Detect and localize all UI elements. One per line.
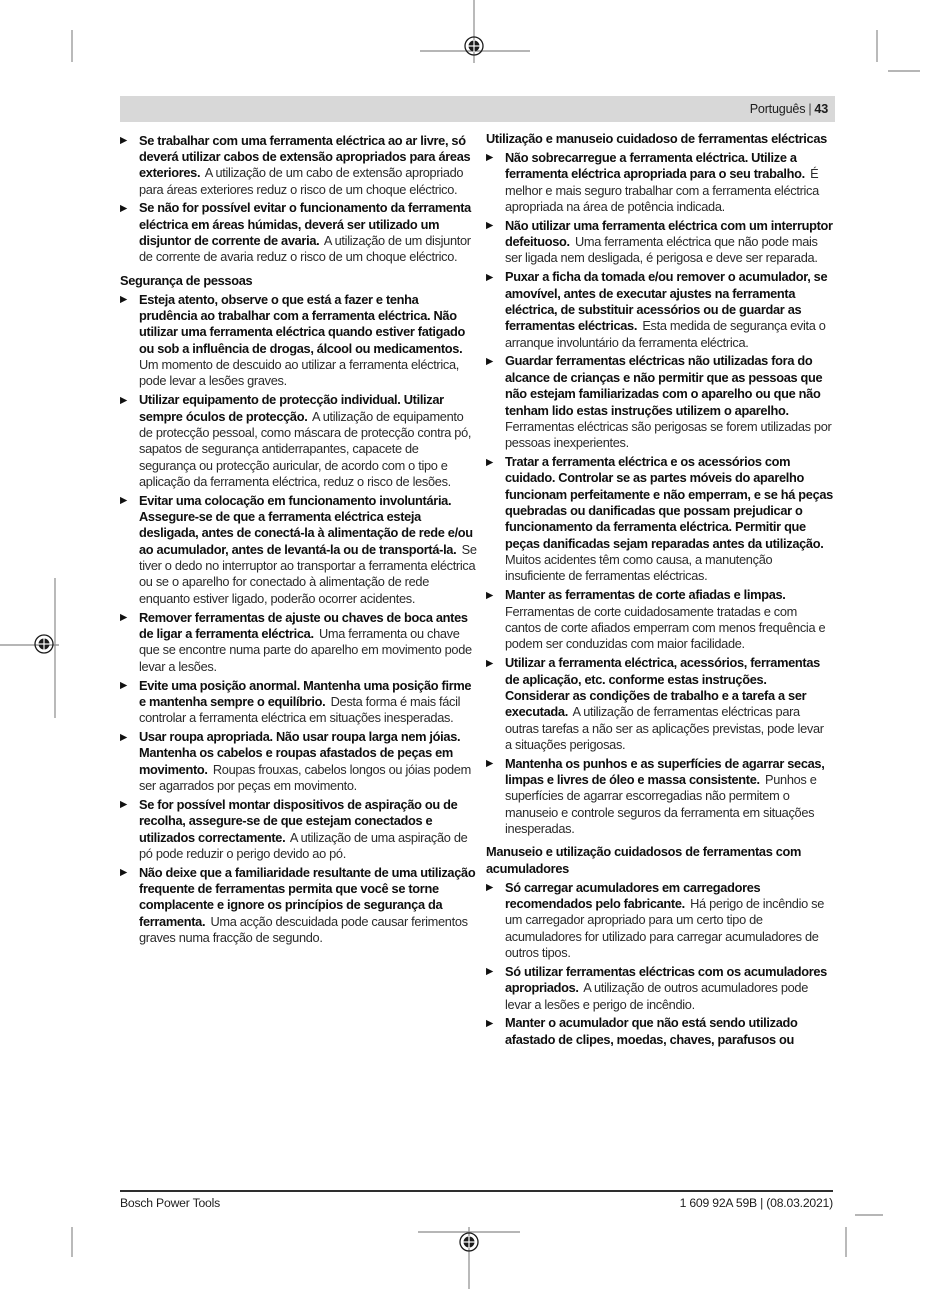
instruction-bold: Não deixe que a familiaridade resultante de uma utilização frequente de ferramentas permita que você se torne complacente e ignore os princípios de segurança da ferramenta. xyxy=(139,864,476,929)
bullet-triangle-icon: ▶ xyxy=(486,758,494,770)
section-heading-seguranca: Segurança de pessoas xyxy=(120,272,253,288)
footer-rule xyxy=(120,1190,833,1192)
bullet-triangle-icon: ▶ xyxy=(486,966,494,978)
safety-instruction xyxy=(120,797,478,862)
instruction-text: Muitos acidentes têm como causa, a manutenção insuficiente de ferramentas eléctricas. xyxy=(505,552,773,584)
instruction-bold: Utilizar a ferramenta eléctrica, acessórios, ferramentas de aplicação, etc. conforme estas instruções. Considerar as condições de trabalho e a tarefa a ser executada. xyxy=(505,655,820,720)
bullet-triangle-icon: ▶ xyxy=(486,355,494,367)
bullet-triangle-icon: ▶ xyxy=(486,152,494,164)
crop-mark-top-right-icon xyxy=(840,20,930,80)
safety-instruction xyxy=(486,150,833,215)
instruction-text: A utilização de uma aspiração de pó pode reduzir o perigo devido ao pó. xyxy=(139,829,468,861)
header-divider: | xyxy=(808,102,812,116)
page-header-bar xyxy=(120,96,835,122)
bullet-triangle-icon: ▶ xyxy=(120,495,128,507)
footer-brand: Bosch Power Tools xyxy=(120,1196,221,1210)
instruction-text: A utilização de um cabo de extensão apropriado para áreas exteriores reduz o risco de um choque eléctrico. xyxy=(139,165,464,197)
instruction-text: Roupas frouxas, cabelos longos ou jóias podem ser agarrados por peças em movimento. xyxy=(139,761,471,794)
bullet-triangle-icon: ▶ xyxy=(120,799,128,811)
safety-instruction xyxy=(120,610,478,675)
safety-instruction xyxy=(120,493,478,607)
instruction-bold: Não sobrecarregue a ferramenta eléctrica. Utilize a ferramenta eléctrica apropriada para o seu trabalho. xyxy=(505,149,805,182)
safety-instruction xyxy=(486,1015,833,1048)
registration-mark-left-icon xyxy=(0,578,70,718)
instruction-bold: Se trabalhar com uma ferramenta eléctrica ao ar livre, só deverá utilizar cabos de extensão apropriados para áreas exteriores. xyxy=(139,132,471,181)
safety-instruction xyxy=(120,678,478,727)
bullet-triangle-icon: ▶ xyxy=(120,394,128,406)
safety-instruction xyxy=(120,133,478,198)
instruction-bold: Evitar uma colocação em funcionamento involuntária. Assegure-se de que a ferramenta eléctrica esteja desligada, antes de conectá-la à alimentação de rede e/ou ao acumulador, antes de levantá-la ou de transportá-la. xyxy=(139,492,473,557)
instruction-text: Uma ferramenta eléctrica que não pode mais ser ligada nem desligada, é perigosa e deve ser reparada. xyxy=(505,234,818,266)
bullet-triangle-icon: ▶ xyxy=(486,882,494,894)
instruction-bold: Tratar a ferramenta eléctrica e os acessórios com cuidado. Controlar se as partes móveis do aparelho funcionam perfeitamente e não emperram, e se há peças quebradas ou danificadas que possam prejudicar o funcionamento da ferramenta eléctrica. Permitir que peças danificadas sejam reparadas antes da utilização. xyxy=(505,454,833,551)
instruction-text: Um momento de descuido ao utilizar a ferramenta eléctrica, pode levar a lesões graves. xyxy=(139,356,460,389)
crop-mark-top-left-icon xyxy=(58,20,88,70)
safety-instruction xyxy=(120,729,478,794)
instruction-bold: Utilizar equipamento de protecção individual. Utilizar sempre óculos de protecção. xyxy=(139,392,444,424)
crop-mark-bottom-left-icon xyxy=(58,1217,88,1267)
safety-instruction xyxy=(120,200,478,265)
instruction-bold: Se não for possível evitar o funcionamento da ferramenta eléctrica em áreas húmidas, deverá ser utilizado um disjuntor de corrente de avaria. xyxy=(139,200,471,249)
crop-mark-bottom-right-icon xyxy=(830,1205,910,1265)
bullet-triangle-icon: ▶ xyxy=(486,1017,494,1029)
right-column xyxy=(486,131,833,1048)
instruction-bold: Esteja atento, observe o que está a fazer e tenha prudência ao trabalhar com a ferramenta eléctrica. Não utilizar uma ferramenta eléctrica quando estiver fatigado ou sob a influência de drogas, álcool ou medicamentos. xyxy=(139,291,465,356)
bullet-triangle-icon: ▶ xyxy=(120,612,128,624)
safety-instruction xyxy=(486,756,833,838)
instruction-bold: Guardar ferramentas eléctricas não utilizadas fora do alcance de crianças e não permitir que as pessoas que não estejam familiarizadas com o aparelho ou que não tenham lido estas instruções utilizem o aparelho. xyxy=(505,353,823,418)
left-column xyxy=(120,130,478,947)
safety-instruction xyxy=(486,587,833,652)
safety-instruction xyxy=(120,392,478,490)
bullet-triangle-icon: ▶ xyxy=(486,271,494,283)
safety-instruction xyxy=(486,454,833,585)
instruction-text: É melhor e mais seguro trabalhar com a ferramenta eléctrica apropriada na área de potência indicada. xyxy=(505,166,819,214)
instruction-text: A utilização de ferramentas eléctricas para outras tarefas a não ser as aplicações previstas, pode levar a situações perigosas. xyxy=(505,704,824,752)
bullet-triangle-icon: ▶ xyxy=(120,731,128,743)
instruction-text: Punhos e superfícies de agarrar escorregadias não permitem o manuseio e controle seguros da ferramenta em situações inesperadas. xyxy=(505,772,817,837)
bullet-triangle-icon: ▶ xyxy=(120,680,128,691)
instruction-text: Uma acção descuidada pode causar ferimentos graves numa fracção de segundo. xyxy=(139,913,468,946)
safety-instruction xyxy=(120,865,478,947)
instruction-text: Esta medida de segurança evita o arranque involuntário da ferramenta eléctrica. xyxy=(505,318,826,350)
registration-mark-top-icon xyxy=(413,0,535,70)
instruction-bold: Puxar a ficha da tomada e/ou remover o acumulador, se amovível, antes de executar ajustes na ferramenta eléctrica, de substituir acessórios ou de guardar as ferramentas eléctricas. xyxy=(505,269,828,334)
instruction-bold: Não utilizar uma ferramenta eléctrica com um interruptor defeituoso. xyxy=(505,217,833,250)
safety-instruction xyxy=(486,655,833,753)
section-heading-manuseio: Manuseio e utilização cuidadosos de ferramentas com acumuladores xyxy=(486,844,802,876)
instruction-bold: Remover ferramentas de ajuste ou chaves de boca antes de ligar a ferramenta eléctrica. xyxy=(139,609,468,641)
safety-instruction xyxy=(486,964,833,1013)
registration-mark-bottom-icon xyxy=(408,1227,538,1289)
instruction-bold: Mantenha os punhos e as superfícies de agarrar secas, limpas e livres de óleo e massa consistente. xyxy=(505,755,825,788)
safety-instruction xyxy=(486,880,833,962)
safety-instruction xyxy=(486,218,833,267)
section-heading-utilizacao: Utilização e manuseio cuidadoso de ferramentas eléctricas xyxy=(486,131,827,146)
instruction-text: Desta forma é mais fácil controlar a ferramenta eléctrica em situações inesperadas. xyxy=(139,693,461,726)
instruction-bold: Só carregar acumuladores em carregadores recomendados pelo fabricante. xyxy=(505,879,761,911)
bullet-triangle-icon: ▶ xyxy=(486,657,494,669)
safety-instruction xyxy=(486,269,833,351)
page-number: 43 xyxy=(814,102,828,116)
instruction-text: Ferramentas de corte cuidadosamente tratadas e com cantos de corte afiados emperram com menos frequência e podem ser conduzidas com maior facilidade. xyxy=(505,603,826,652)
bullet-triangle-icon: ▶ xyxy=(486,220,494,232)
language-label: Português xyxy=(749,102,806,116)
instruction-bold: Manter o acumulador que não está sendo utilizado afastado de clipes, moedas, chaves, parafusos ou xyxy=(505,1015,798,1047)
instruction-text: Uma ferramenta ou chave que se encontre numa parte do aparelho em movimento pode levar a lesões. xyxy=(139,625,472,674)
instruction-bold: Evite uma posição anormal. Mantenha uma posição firme e mantenha sempre o equilíbrio. xyxy=(139,677,472,709)
instruction-text: A utilização de equipamento de protecção pessoal, como máscara de protecção contra pó, sapatos de segurança antiderrapantes, capacete de segurança ou protecção auricular, de acordo com o tipo e aplicação da ferramenta eléctrica, reduz o risco de lesões. xyxy=(139,408,472,489)
instruction-text: Há perigo de incêndio se um carregador apropriado para um certo tipo de acumuladores for utilizado para carregar acumuladores de outros tipos. xyxy=(505,895,825,960)
bullet-triangle-icon: ▶ xyxy=(486,456,494,468)
instruction-text: A utilização de um disjuntor de corrente de avaria reduz o risco de um choque eléctrico. xyxy=(139,233,471,265)
footer-doc-number: 1 609 92A 59B | (08.03.2021) xyxy=(679,1196,833,1210)
page-footer xyxy=(120,1196,833,1210)
instruction-text: Ferramentas eléctricas são perigosas se forem utilizadas por pessoas inexperientes. xyxy=(505,418,832,451)
bullet-triangle-icon: ▶ xyxy=(120,294,128,306)
instruction-bold: Só utilizar ferramentas eléctricas com os acumuladores apropriados. xyxy=(505,963,827,996)
instruction-bold: Manter as ferramentas de corte afiadas e limpas. xyxy=(505,587,786,603)
bullet-triangle-icon: ▶ xyxy=(120,135,128,146)
bullet-triangle-icon: ▶ xyxy=(120,867,128,879)
instruction-bold: Usar roupa apropriada. Não usar roupa larga nem jóias. Mantenha os cabelos e roupas afastados de peças em movimento. xyxy=(139,729,461,777)
safety-instruction xyxy=(120,292,478,390)
instruction-text: A utilização de outros acumuladores pode levar a lesões e perigo de incêndio. xyxy=(505,980,809,1012)
safety-instruction xyxy=(486,353,833,451)
instruction-bold: Se for possível montar dispositivos de aspiração ou de recolha, assegure-se de que estejam conectados e utilizados correctamente. xyxy=(139,796,458,845)
instruction-text: Se tiver o dedo no interruptor ao transportar a ferramenta eléctrica ou se o aparelho for conectado à alimentação de rede enquanto estiver ligado, poderão ocorrer acidentes. xyxy=(139,541,477,606)
bullet-triangle-icon: ▶ xyxy=(120,202,128,214)
bullet-triangle-icon: ▶ xyxy=(486,589,494,601)
